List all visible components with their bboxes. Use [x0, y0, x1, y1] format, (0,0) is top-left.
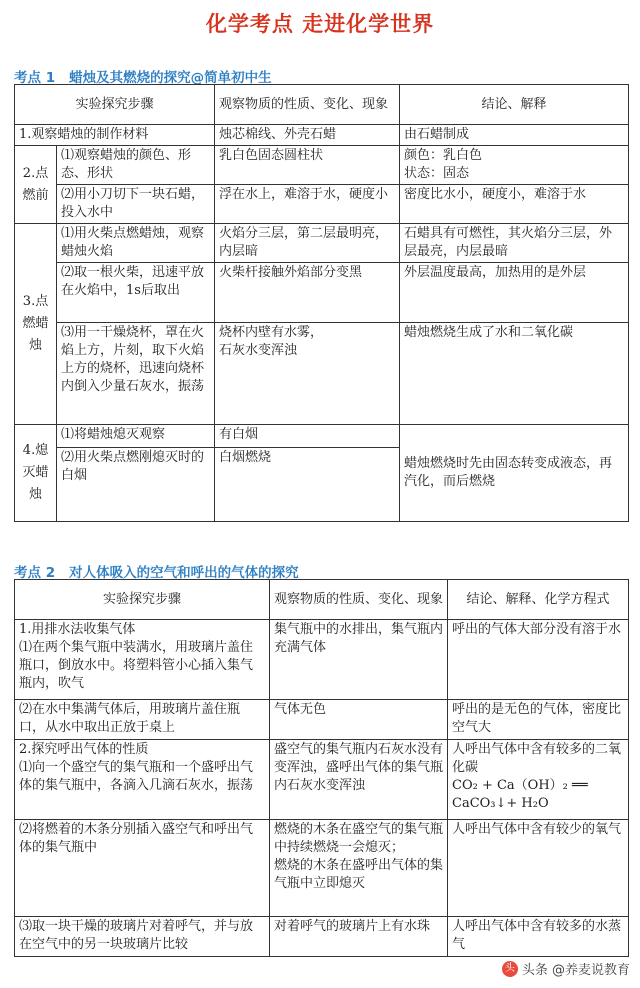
header-step: 实验探究步骤	[15, 580, 270, 620]
stage-label: 2.点燃前	[15, 146, 57, 224]
conclusion-cell: 密度比水小，硬度小，难溶于水	[400, 185, 629, 224]
table-row	[15, 185, 629, 224]
step-cell: ⑴观察蜡烛的颜色、形态、形状	[57, 146, 215, 185]
equation-left: CO₂ + Ca（OH）₂ ══	[452, 778, 588, 793]
conclusion-cell: 外层温度最高，加热用的是外层	[400, 263, 629, 323]
table-row	[15, 700, 629, 740]
table-row	[15, 820, 629, 917]
header-step: 实验探究步骤	[15, 85, 215, 125]
conclusion-cell: 蜡烛燃烧时先由固态转变成液态，再汽化，而后燃烧	[400, 425, 629, 522]
step-cell: ⑶用一干燥烧杯，罩在火焰上方，片刻，取下火焰上方的烧杯，迅速向烧杯内倒入少量石灰水，振荡	[57, 323, 215, 425]
table-row	[15, 620, 629, 700]
conclusion-cell: 呼出的是无色的气体，密度比空气大	[448, 700, 629, 740]
table-row	[15, 917, 629, 957]
conclusion-cell	[448, 740, 629, 820]
table-row	[15, 263, 629, 323]
table-row	[15, 323, 629, 425]
observation-cell: 有白烟	[215, 425, 400, 448]
section1-heading	[14, 66, 272, 86]
conclusion-cell: 颜色：乳白色 状态：固态	[400, 146, 629, 185]
step-cell: 1.用排水法收集气体 ⑴在两个集气瓶中装满水，用玻璃片盖住瓶口，倒放水中。将塑料管小心插入集气瓶内，吹气	[15, 620, 270, 700]
conclusion-cell: 石蜡具有可燃性，其火焰分三层，外层最亮，内层最暗	[400, 224, 629, 263]
step-cell: 2.探究呼出气体的性质 ⑴向一个盛空气的集气瓶和一个盛呼出气体的集气瓶中，各滴入几滴石灰水，振荡	[15, 740, 270, 820]
section2-label: 考点 2	[14, 565, 56, 581]
observation-cell: 白烟燃烧	[215, 448, 400, 522]
conclusion-cell: 人呼出气体中含有较少的氧气	[448, 820, 629, 917]
section2-table	[14, 579, 629, 957]
watermark-text: 头条 @养麦说教育	[521, 963, 630, 978]
conclusion-text: 人呼出气体中含有较多的二氧化碳	[452, 742, 622, 775]
section2-title: 对人体吸入的空气和呼出的气体的探究	[69, 565, 299, 581]
table-row	[15, 224, 629, 263]
table-row	[15, 425, 629, 448]
observation-cell: 烛芯棉线、外壳石蜡	[215, 125, 400, 146]
header-conclusion: 结论、解释	[400, 85, 629, 125]
header-conclusion: 结论、解释、化学方程式	[448, 580, 629, 620]
watermark	[502, 959, 630, 978]
equation-right: CaCO₃↓+ H₂O	[452, 796, 549, 811]
observation-cell: 火焰分三层，第二层最明亮，内层暗	[215, 224, 400, 263]
conclusion-cell: 人呼出气体中含有较多的水蒸气	[448, 917, 629, 957]
observation-cell: 对着呼气的玻璃片上有水珠	[270, 917, 448, 957]
observation-cell: 浮在水上，难溶于水，硬度小	[215, 185, 400, 224]
header-observation: 观察物质的性质、变化、现象	[270, 580, 448, 620]
observation-cell: 气体无色	[270, 700, 448, 740]
step-cell: ⑴用火柴点燃蜡烛，观察蜡烛火焰	[57, 224, 215, 263]
table-header-row	[15, 85, 629, 125]
conclusion-cell: 呼出的气体大部分没有溶于水	[448, 620, 629, 700]
observation-cell: 盛空气的集气瓶内石灰水没有变浑浊，盛呼出气体的集气瓶内石灰水变浑浊	[270, 740, 448, 820]
table-row	[15, 146, 629, 185]
conclusion-cell: 由石蜡制成	[400, 125, 629, 146]
step-cell: ⑵在水中集满气体后，用玻璃片盖住瓶口，从水中取出正放于桌上	[15, 700, 270, 740]
page-title: 化学考点 走进化学世界	[205, 12, 435, 36]
toutiao-logo-icon: 头	[502, 961, 518, 977]
table-row	[15, 740, 629, 820]
section1-table	[14, 84, 629, 522]
observation-cell: 燃烧的木条在盛空气的集气瓶中持续燃烧一会熄灭； 燃烧的木条在盛呼出气体的集气瓶中立即熄灭	[270, 820, 448, 917]
step-cell: ⑵用火柴点燃刚熄灭时的白烟	[57, 448, 215, 522]
section2-heading	[14, 561, 299, 581]
observation-cell: 烧杯内壁有水雾， 石灰水变浑浊	[215, 323, 400, 425]
stage-label: 3.点燃蜡烛	[15, 224, 57, 425]
observation-cell: 集气瓶中的水排出，集气瓶内充满气体	[270, 620, 448, 700]
section1-label: 考点 1	[14, 70, 56, 86]
step-cell: ⑶取一块干燥的玻璃片对着呼气，并与放在空气中的另一块玻璃片比较	[15, 917, 270, 957]
section1-title: 蜡烛及其燃烧的探究@简单初中生	[69, 70, 272, 86]
table-header-row	[15, 580, 629, 620]
header-observation: 观察物质的性质、变化、现象	[215, 85, 400, 125]
table-row	[15, 125, 629, 146]
step-cell: ⑵取一根火柴，迅速平放在火焰中，1s后取出	[57, 263, 215, 323]
observation-cell: 火柴杆接触外焰部分变黑	[215, 263, 400, 323]
conclusion-cell: 蜡烛燃烧生成了水和二氧化碳	[400, 323, 629, 425]
step-cell: ⑴将蜡烛熄灭观察	[57, 425, 215, 448]
step-cell: ⑵将燃着的木条分别插入盛空气和呼出气体的集气瓶中	[15, 820, 270, 917]
step-cell: 1.观察蜡烛的制作材料	[15, 125, 215, 146]
step-cell: ⑵用小刀切下一块石蜡，投入水中	[57, 185, 215, 224]
observation-cell: 乳白色固态圆柱状	[215, 146, 400, 185]
stage-label: 4.熄灭蜡烛	[15, 425, 57, 522]
